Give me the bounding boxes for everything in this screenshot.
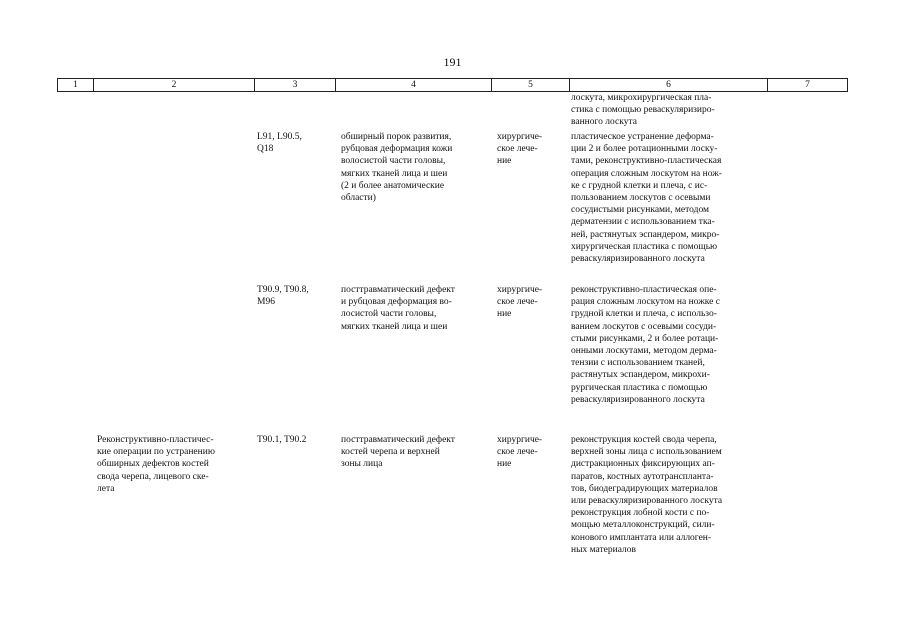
row-3-method-cell: реконструкция костей свода черепа, верхней зоны лица с использованием дистракционных фиксирующих ап- паратов, костных аутотранспланта- тов, биодеградирующих материалов или реваскуляризированного лоскута реконструкция лобной кости с по- мощью металлоконструкций, сили- конового имплантата или аллоген- ных материалов: [571, 435, 723, 555]
header-col-1: 1: [58, 79, 94, 91]
row-0-method-cell: лоскута, микрохирургическая пла- стика с помощью реваскуляризиро- ванного лоскута: [571, 93, 715, 128]
row-2-method-cell: реконструктивно-пластическая опе- рация сложным лоскутом на ножке с грудной клетки и плеча, с использо- ванием лоскутов с осевыми сосуди- стыми рисунками, 2 и более ротаци- онными лоскутами, методом дерма- тензии с использованием тканей, растянутых эспандером, микрохи- рургическая пластика с помощью реваскуляризированного лоскута: [571, 285, 720, 405]
header-col-2: 2: [94, 79, 255, 91]
header-col-5: 5: [492, 79, 570, 91]
row-3-diagnosis-cell: посттравматический дефект костей черепа и верхней зоны лица: [341, 435, 455, 470]
header-col-7: 7: [768, 79, 848, 91]
row-1-code-cell: L91, L90.5, Q18: [257, 132, 302, 155]
row-2-treatment-cell: хирургиче- ское лече- ние: [497, 285, 543, 320]
row-1-treatment-cell: хирургиче- ское лече- ние: [497, 132, 543, 167]
header-col-4: 4: [336, 79, 492, 91]
row-3-procedure-cell: Реконструктивно-пластичес- кие операции по устранению обширных дефектов костей свода черепа, лицевого ске- лета: [97, 435, 215, 494]
row-3-treatment-cell: хирургиче- ское лече- ние: [497, 435, 543, 470]
page-number: 191: [443, 55, 462, 69]
row-2-code-cell: T90.9, T90.8, M96: [257, 285, 309, 308]
row-1-method-cell: пластическое устранение деформа- ции 2 и более ротационными лоску- тами, реконструктивно-пластическая операция сложным лоскутом на нож- ке с грудной клетки и плеча, с ис- пользованием лоскутов с осевыми сосудистыми рисунками, методом дерматензии с использованием тка- ней, растянутых эспандером, микро- хирургическая пластика с помощью реваскуляризированного лоскута: [571, 132, 722, 265]
table-header-row: [57, 78, 848, 92]
header-col-3: 3: [255, 79, 336, 91]
row-3-code-cell: T90.1, T90.2: [257, 435, 307, 445]
header-col-6: 6: [570, 79, 768, 91]
row-1-diagnosis-cell: обширный порок развития, рубцовая деформация кожи волосистой части головы, мягких тканей лица и шеи (2 и более анатомические области): [341, 132, 453, 204]
row-2-diagnosis-cell: посттравматический дефект и рубцовая деформация во- лосистой части головы, мягких тканей лица и шеи: [341, 285, 455, 332]
